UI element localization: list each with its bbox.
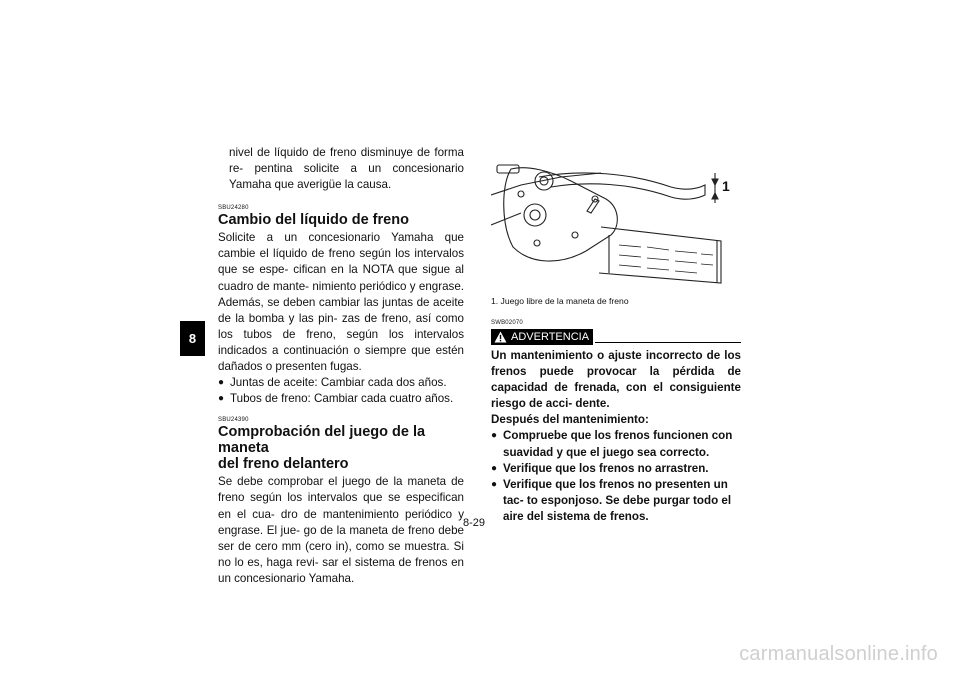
warning-subtitle: Después del mantenimiento: — [491, 413, 649, 427]
section-title-line1: Comprobación del juego de la maneta — [218, 424, 426, 457]
intro-text: nivel de líquido de freno disminuye de forma re- pentina solicite a un concesionario Yamaha que averigüe la causa. — [229, 146, 464, 192]
warning-bullet: ● Compruebe que los frenos funcionen con suavidad y que el juego sea correcto. — [491, 429, 733, 459]
warning-triangle-icon — [494, 331, 507, 343]
figure-callout-1: 1 — [722, 178, 730, 194]
figure-caption: 1. Juego libre de la maneta de freno — [491, 296, 629, 306]
warning-rule — [595, 342, 741, 343]
bullet-icon: ● — [491, 462, 498, 474]
bullet-icon: ● — [491, 430, 498, 442]
warning-text: Un mantenimiento o ajuste incorrecto de los frenos puede provocar la pérdida de capacidad de frenada, con el consiguiente riesgo de acci- dente. — [491, 349, 741, 411]
brake-lever-figure — [491, 155, 743, 293]
right-column — [491, 296, 741, 525]
left-column — [218, 145, 464, 587]
section-title-line2: del freno delantero — [218, 456, 349, 473]
warning-header — [491, 329, 741, 345]
watermark: carmanualsonline.info — [739, 643, 938, 665]
bullet-icon: ● — [218, 393, 225, 405]
section-title: Cambio del líquido de freno — [218, 212, 409, 229]
chapter-tab — [180, 321, 205, 356]
brake-lever-illustration — [491, 155, 743, 293]
warning-bullet: ● Verifique que los frenos no arrastren. — [491, 461, 709, 475]
section-body: Solicite a un concesionario Yamaha que cambie el líquido de freno según los intervalos que se espe- cifican en la NOTA que sigue al cuadro de mante- nimiento periódico y engrase. Además, se deben cambiar las juntas de aceite de la bomba y las pin- zas de freno, así como los tubos de freno, según los intervalos indicados a continuación o siempre que estén dañados o presenten fugas. — [218, 231, 464, 374]
bullet-item: ● Tubos de freno: Cambiar cada cuatro años. — [218, 392, 454, 406]
page-number: 8-29 — [463, 517, 486, 529]
bullet-icon: ● — [218, 377, 225, 389]
warning-code: SWB02070 — [491, 320, 523, 326]
warning-bullet: ● Verifique que los frenos no presenten un tac- to esponjoso. Se debe purgar todo el aire del sistema de frenos. — [491, 477, 732, 523]
bullet-item: ● Juntas de aceite: Cambiar cada dos años. — [218, 376, 447, 390]
section-body: Se debe comprobar el juego de la maneta de freno según los intervalos que se especifican en el cua- dro de mantenimiento periódico y engrase. El jue- go de la maneta de freno debe ser de cero mm (cero in), como se muestra. Si no lo es, haga revi- sar el sistema de frenos en un concesionario Yamaha. — [218, 475, 464, 585]
bullet-icon: ● — [491, 478, 498, 490]
chapter-number: 8 — [188, 331, 197, 346]
section-code: SBU24280 — [218, 205, 249, 212]
warning-badge: ADVERTENCIA — [491, 329, 593, 345]
section-code: SBU24390 — [218, 417, 249, 424]
